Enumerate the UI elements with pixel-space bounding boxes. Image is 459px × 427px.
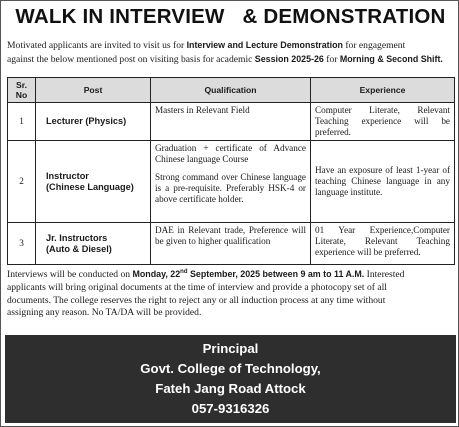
intro-text: Motivated applicants are invited to visit us for bbox=[7, 40, 187, 51]
session-text: Session 2025-26 bbox=[254, 53, 324, 64]
title-part1: WALK IN INTERVIEW bbox=[15, 5, 225, 28]
cell-experience: Have an exposure of least 1-year of teaching Chinese language in any language institute. bbox=[311, 141, 455, 223]
cell-post: Lecturer (Physics) bbox=[36, 103, 151, 141]
post-title: Instructor bbox=[46, 170, 89, 181]
cell-post bbox=[36, 141, 151, 223]
cell-sr: 3 bbox=[8, 223, 36, 265]
footer-college: Govt. College of Technology, bbox=[140, 361, 321, 376]
post-title: Jr. Instructors bbox=[46, 232, 108, 243]
intro-text: against the below mentioned post on visiting basis for academic bbox=[7, 53, 255, 65]
header-experience: Experience bbox=[311, 78, 455, 103]
contact-footer bbox=[5, 335, 456, 423]
intro-paragraph bbox=[7, 39, 455, 66]
header-post: Post bbox=[36, 78, 151, 103]
notes-line-4: assigning any reason. No TA/DA will be provided. bbox=[7, 307, 202, 319]
cell-qualification: DAE in Relevant trade, Preference will be given to higher qualification bbox=[151, 223, 311, 265]
table-header-row bbox=[8, 78, 455, 103]
notes-line-1 bbox=[7, 266, 455, 282]
post-subtitle: (Chinese Language) bbox=[46, 181, 134, 192]
cell-post bbox=[36, 223, 151, 265]
cell-experience: Computer Literate, Relevant Teaching experience will be preferred. bbox=[311, 103, 455, 141]
footer-address: Fateh Jang Road Attock bbox=[155, 381, 306, 396]
cell-experience: 01 Year Experience,Computer Literate, Relevant Teaching experience will be preferred. bbox=[311, 223, 455, 265]
table-row bbox=[8, 103, 455, 141]
interview-date: Monday, 22nd September, 2025 between 9 am to 11 A.M. bbox=[132, 268, 365, 279]
notes-line-2: applicants will bring original documents at the time of interview and provide a photocopy set of all bbox=[7, 281, 387, 293]
footer-principal: Principal bbox=[202, 341, 259, 356]
intro-line-1 bbox=[7, 39, 455, 53]
intro-bold-text: Interview and Lecture Demonstration bbox=[186, 40, 343, 50]
title-part2: & DEMONSTRATION bbox=[242, 5, 446, 28]
post-subtitle: (Auto & Diesel) bbox=[46, 243, 112, 254]
qualification-part-1: Graduation + certificate of Advance Chinese language Course bbox=[155, 143, 306, 164]
cell-qualification: Masters in Relevant Field bbox=[151, 103, 311, 141]
intro-text: for engagement bbox=[342, 40, 406, 51]
shift-text: Morning & Second Shift. bbox=[339, 53, 443, 64]
table-row bbox=[8, 223, 455, 265]
notes-line-3: documents. The college reserves the right to reject any or all induction process at any time without bbox=[7, 294, 386, 306]
interview-notes bbox=[7, 266, 455, 320]
intro-text: for bbox=[323, 53, 340, 65]
positions-table bbox=[7, 77, 455, 265]
table-row bbox=[8, 141, 455, 223]
advertisement-title bbox=[1, 5, 459, 35]
header-qualification: Qualification bbox=[151, 78, 311, 103]
intro-line-2 bbox=[7, 53, 455, 67]
cell-qualification bbox=[151, 141, 311, 223]
footer-phone: 057-9316326 bbox=[191, 401, 270, 416]
cell-sr: 2 bbox=[8, 141, 36, 223]
qualification-part-2: Strong command over Chinese language is a pre-requisite. Preferably HSK-4 or above certificate holder. bbox=[155, 172, 306, 204]
cell-sr: 1 bbox=[8, 103, 36, 141]
notes-text: Interviews will be conducted on bbox=[7, 268, 133, 280]
notes-text: Interested bbox=[364, 268, 405, 280]
header-sr-no: Sr. No bbox=[8, 78, 36, 103]
